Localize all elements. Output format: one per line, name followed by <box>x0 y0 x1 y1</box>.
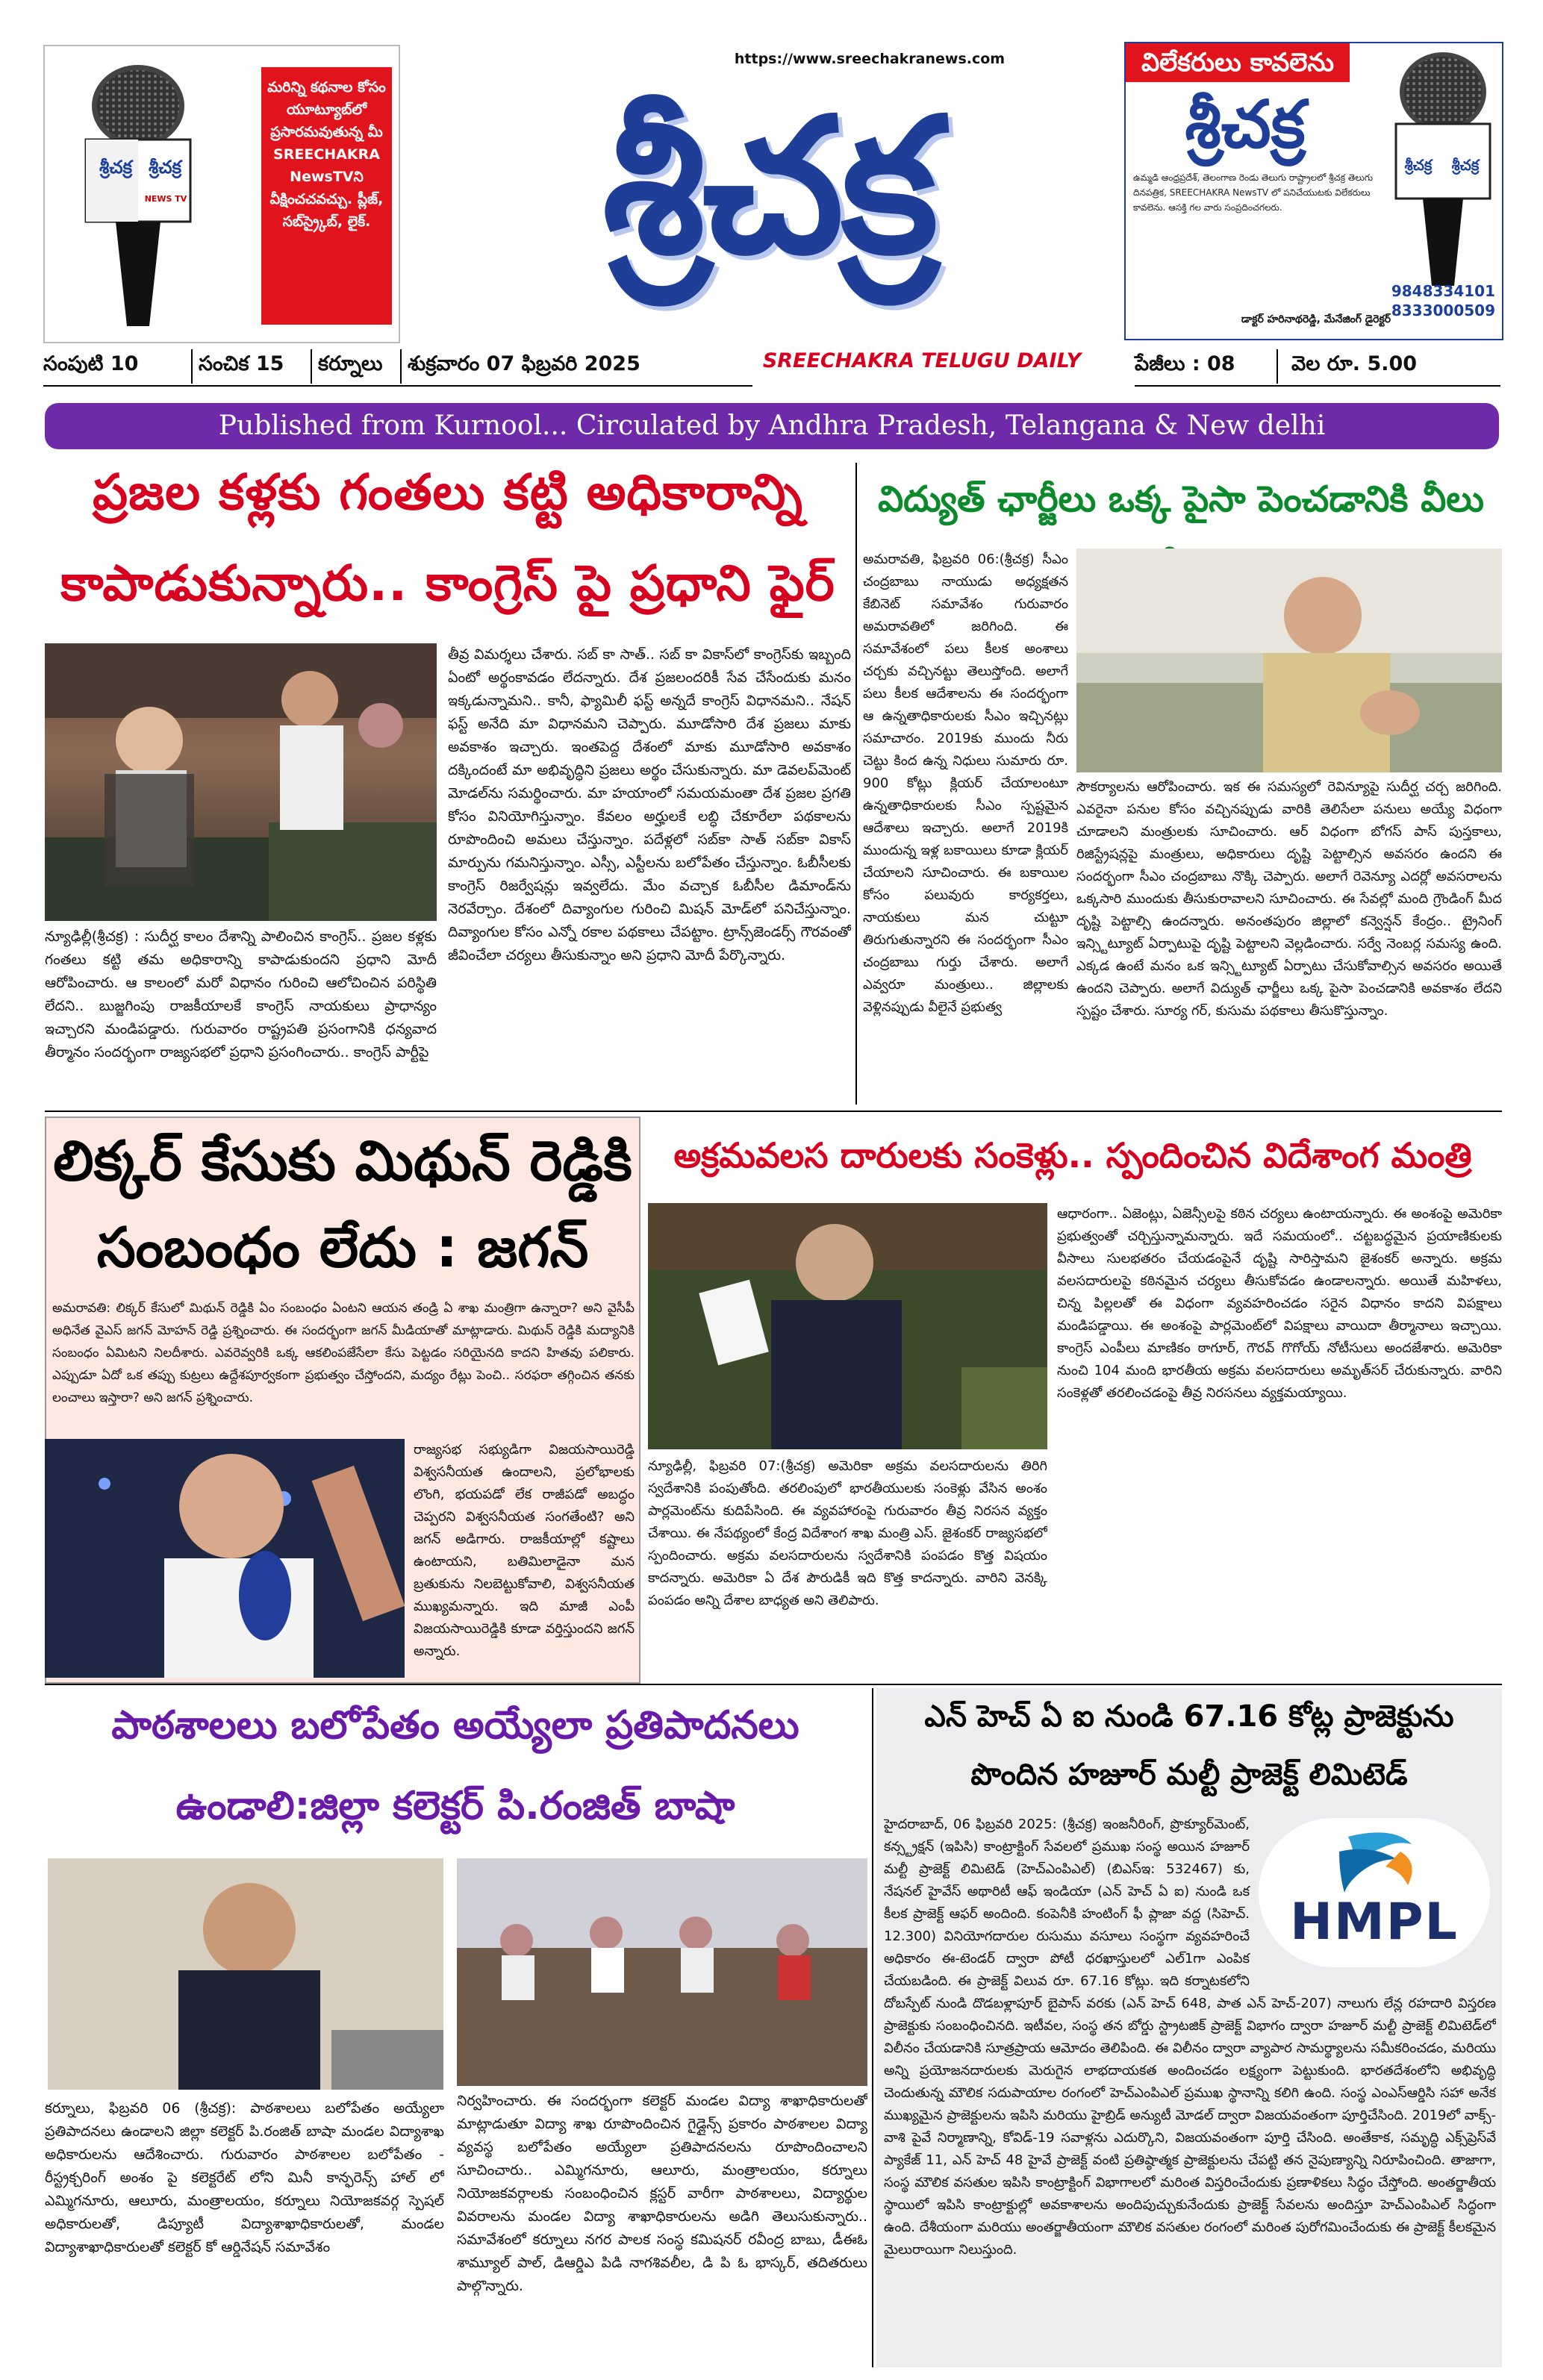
issue: సంచిక 15 <box>199 352 284 375</box>
right-ad-mic-icon <box>1387 51 1499 290</box>
right-ad-phone1: 9848334101 <box>1391 282 1495 300</box>
modi-headline-2: కాపాడుకున్నారు.. కాంగ్రెస్ పై ప్రధాని ఫైర్ <box>60 555 835 612</box>
price-bar <box>1135 349 1500 387</box>
mic-sub: NEWS TV <box>144 194 187 204</box>
mic-label-left: శ్రీచక్ర <box>99 157 132 178</box>
column-divider <box>855 463 857 1105</box>
right-ad-phone2: 8333000509 <box>1391 302 1495 319</box>
jaishankar-lead: న్యూఢిల్లీ, ఫిబ్రవరి 07:(శ్రీచక్ర) అమెరికా అక్రమ వలసదారులను తిరిగి స్వదేశానికి పంపుతోంది. తరలింపులో భారతీయులకు సంకెళ్లు వేసిన అంశం పార్లమెంట్‌ను కుదిపేసింది. ఈ వ్యవహారంపై గురువారం తీవ్ర నిరసన వ్యక్తం చేశాయి. ఈ నేపథ్యంలో కేంద్ర విదేశాంగ శాఖ మంత్రి ఎస్. జైశంకర్ రాజ్యసభలో స్పందించారు. అక్రమ వలసదారులను స్వదేశానికి పంపడం కొత్త విషయం కాదన్నారు. అమెరికా ఏ దేశ పౌరుడికీ ఇది కొత్త కాదన్నారు. వారిని వెనక్కి పంపడం అన్ని దేశాల బాధ్యత అని తెలిపారు. <box>648 1458 1047 1608</box>
section-rule-2 <box>45 1684 1502 1685</box>
school-headline-2: ఉండాలి:జిల్లా కలెక్టర్ పి.రంజిత్ బాషా <box>175 1784 735 1828</box>
jagan-lead: అమరావతి: లిక్కర్ కేసులో మిథున్ రెడ్డికి ఏం సంబంధం ఏంటని ఆయన తండ్రి ఏ శాఖ మంత్రిగా ఉన్నారా? అని వైసీపీ అధినేత వైఎస్ జగన్ మోహన్ రెడ్డి ప్రశ్నించారు. ఈ సందర్భంగా జగన్ మీడియాతో మాట్లాడారు. మిథున్ రెడ్డికి మద్యానికి సంబంధం ఏమిటని నిలదీశారు. ఎవరెవ్వరికి ఒక్క ఆకలింపజేసేలా కేసు పెట్టడం సరియైనది కాదని హితవు పలికారు. ఎప్పుడూ ఏదో ఒక తప్పు కుట్రలు ఉద్దేశపూర్వకంగా ప్రభుత్వం చేస్తోందని, మద్యం రేట్లు పెంచి.. సరఫరా తగ్గించిన తనకు లంచాలు ఇస్తారా? అని జగన్ ప్రశ్నించారు. <box>52 1301 635 1405</box>
hmpl-body: హైదరాబాద్, 06 ఫిబ్రవరి 2025: (శ్రీచక్ర) ఇంజనీరింగ్, ప్రొక్యూర్‌మెంట్, కన్స్ట్రక్షన్ (ఇపిసి) కాంట్రాక్టింగ్ సేవలలో ప్రముఖ సంస్థ అయిన హజూర్ మల్టీ ప్రాజెక్ట్ లిమిటెడ్ (హెచ్ఎంపిఎల్) (బిఎస్ఇ: 532467) కు, నేషనల్ హైవేస్ అథారిటీ ఆఫ్ ఇండియా (ఎన్ హెచ్ ఏ ఐ) నుండి ఒక కీలక ప్రాజెక్ట్ ఆఫర్ అందింది. కంపెనీకి హంటింగ్ ఫీ ప్లాజా వద్ద (సిహెచ్. 12.300) వినియోగదారుల రుసుము వసూలు సంస్థగా వ్యవహరించే అధికారం ఈ-టెండర్ ద్వారా పోటీ ధరఖాస్తులలో ఎల్1గా ఎంపిక చేయబడింది. ఈ ప్రాజెక్ట్ విలువ రూ. 67.16 కోట్లు. ఇది కర్నాటకలోని దోబస్పేట్ నుండి దొడబళ్లాపూర్ బైపాస్ వరకు (ఎన్ హెచ్ 648, పాత ఎన్ హెచ్-207) నాలుగు లేన్ల రహదారి విస్తరణ ప్రాజెక్టుకు సంబంధించినది. ఇటీవల, సంస్థ తన బోర్డు స్ట్రాటజిక్ ప్రాజెక్ట్ విభాగం ద్వారా హజూర్ మల్టీ ప్రాజెక్ట్ లిమిటెడ్‌లో విలీనం చేయడానికి సూత్రప్రాయ ఆమోదం తెలిపింది. ఈ విలీనం ద్వారా వ్యాపార సామర్థ్యాలను సమీకరించడం, మరియు అన్ని ప్రయోజనదారులకు మెరుగైన లాభదాయకత అందించడం లక్ష్యంగా పెట్టుకుంది. భారతదేశంలోని అభివృద్ధి చెందుతున్న మౌలిక సదుపాయాల రంగంలో హెచ్ఎంపిఎల్ ప్రముఖ స్థానాన్ని కలిగి ఉంది. సంస్థ ఎంఎస్ఆర్డిసి సహా అనేక ముఖ్యమైన ప్రాజెక్టులను ఇపిసి మరియు హైబ్రిడ్ అన్యుటీ మోడల్ ద్వారా విజయవంతంగా పూర్తిచేసింది. 2019లో వాక్స్-వాశి పైవే నిర్మాణాన్ని, కోవిడ్-19 సవాళ్లను ఎదుర్కొని, విజయవంతంగా పూర్తి చేసింది. అంతేకాక, సమృద్ధి ఎక్స్‌ప్రెస్‌వే ప్యాకేజ్ 11, ఎన్ హెచ్ 48 హైవే ప్రాజెక్ట్ వంటి ప్రతిష్ఠాత్మక ప్రాజెక్టులను చేపట్టి తన నైపుణ్యాన్ని నిరూపించింది. తాజాగా, సంస్థ మౌలిక వసతుల ఇపిసి కాంట్రాక్టింగ్ విభాగాలలో మరింత విస్తరించేందుకు ప్రణాళికలు సిద్ధం చేస్తోంది. అంతర్జాతీయ స్థాయిలో ఇపిసి కాంట్రాక్టుల్లో అవకాశాలను అందిపుచ్చుకునేందుకు ప్రాజెక్ట్ సేవలను అందిస్తూ హెచ్ఎంపిఎల్ సిద్ధంగా ఉంది. దేశీయంగా మరియు అంతర్జాతీయంగా మౌలిక వసతుల రంగంలో మరింత పురోగమించేందుకు ఈ ప్రాజెక్ట్ కీలకమైన మైలురాయిగా నిలుస్తుంది. <box>884 1814 1496 2366</box>
jagan-photo <box>45 1439 405 1678</box>
masthead-subtitle: SREECHAKRA TELUGU DAILY <box>762 349 1082 372</box>
jaishankar-col: ఆధారంగా.. ఏజెంట్లు, ఏజెన్సీలపై కఠిన చర్యలు ఉంటాయన్నారు. ఈ అంశంపై అమెరికా ప్రభుత్వంతో చర్చిస్తున్నామన్నారు. ఇదే సమయంలో.. చట్టబద్ధమైన ప్రయాణికులకు వీసాలు సులభతరం చేయడంపైనే దృష్టి సారిస్తామని జైశంకర్ అన్నారు. అక్రమ వలసదారులపై కఠినమైన చర్యలు తీసుకోవడం ఉండాలన్నారు. అయితే మహిళలు, చిన్న పిల్లలతో ఈ విధంగా వ్యవహరించడం సరైన విధానం కాదని విపక్షాలు మండిపడ్డాయి. ఈ అంశంపై పార్లమెంట్‌లో విపక్షాలు వాయిదా తీర్మానాలు ఇచ్చాయి. కాంగ్రెస్ ఎంపీలు మాణికం ఠాగూర్, గౌరవ్ గొగోయ్ నోటీసులు అందజేశారు. అమెరికా నుంచి 104 మంది భారతీయ అక్రమ వలసదారులు అమృత్‌సర్ చేరుకున్నారు. వారిని సంకెళ్లతో తరలించడంపై తీవ్ర నిరసనలు వ్యక్తమయ్యాయి. <box>1057 1206 1502 1401</box>
volume: సంపుటి 10 <box>43 352 139 375</box>
info-bar <box>43 349 752 387</box>
electricity-headline: విద్యుత్ ఛార్జీలు ఒక్క పైసా పెంచడానికి వీలు <box>878 478 1484 520</box>
price: వెల రూ. 5.00 <box>1291 352 1418 375</box>
masthead <box>0 0 1543 396</box>
pages: పేజీలు : 08 <box>1135 352 1235 375</box>
left-ad <box>43 45 400 343</box>
svg-text:శ్రీచక్ర: శ్రీచక్ర <box>1404 156 1433 174</box>
hmpl-headline-1: ఎన్ హెచ్ ఏ ఐ నుండి 67.16 కోట్ల ప్రాజెక్టును <box>924 1699 1454 1734</box>
hmpl-logo-spacer <box>1250 1814 1496 1974</box>
issue-date: శుక్రవారం 07 ఫిబ్రవరి 2025 <box>408 352 640 375</box>
sep3 <box>400 349 402 384</box>
jagan-col: రాజ్యసభ సభ్యుడిగా విజయసాయిరెడ్డి విశ్వసనీయత ఉందాలని, ప్రలోభాలకు లొంగి, భయపడో లేక రాజీపడో అబద్ధం చెప్పరని విశ్వసనీయత సంగతేంటి? అని జగన్ అడిగారు. రాజకీయాల్లో కష్టాలు ఉంటాయని, బతిమిలాడైనా మన బ్రతుకును నిలబెట్టుకోవాలి, విశ్వసనీయత ముఖ్యమన్నారు. ఇది మాజీ ఎంపీ విజయసాయిరెడ్డికి కూడా వర్తిస్తుందని జగన్ అన్నారు. <box>414 1442 635 1659</box>
electricity-col1: అమరావతి, ఫిబ్రవరి 06:(శ్రీచక్ర) సీఎం చంద్రబాబు నాయుడు అధ్యక్షతన కేబినెట్ సమావేశం గురువారం అమరావతిలో జరిగింది. ఈ సమావేశంలో పలు కీలక అంశాలు చర్చకు వచ్చినట్టు తెలుస్తోంది. అలాగే పలు కీలక ఆదేశాలను ఈ సందర్భంగా ఆ ఉన్నతాధికారులకు సీఎం ఇచ్చినట్లు సమాచారం. 2019కు ముందు నీరు చెట్టు కింద ఉన్న నిధులు సుమారు రూ. 900 కోట్లు క్లియర్ చేయాలంటూ ఉన్నతాధికారులకు సీఎం స్పష్టమైన ఆదేశాలు ఇచ్చారు. అలాగే 2019కి ముందున్న ఇళ్ల బకాయిలు కూడా క్లియర్ చేయాలని సూచించారు. ఈ బకాయిల కోసం పలువురు కార్యకర్తలు, నాయకులు మన చుట్టూ తిరుగుతున్నారని ఈ సందర్భంగా సీఎం చంద్రబాబు గుర్తు చేశారు. అలాగే ఎవ్వరూ మంత్రులు.. జిల్లాలకు వెళ్లినప్పుడు వీలైనే ప్రభుత్వ <box>863 552 1068 1015</box>
school-col: నిర్వహించారు. ఈ సందర్భంగా కలెక్టర్ మండల విద్యా శాఖాధికారులతో మాట్లాడుతూ విద్యా శాఖ రూపొందించిన గైడ్లైన్స్ ప్రకారం పాఠశాలల విద్యా వ్యవస్థ బలోపేతం అయ్యేలా ప్రతిపాదనలను రూపొందించాలని సూచించారు.. ఎమ్మిగనూరు, ఆలూరు, మంత్రాలయం, కర్నూలు నియోజకవర్గాలకు సంబంధించిన క్లస్టర్ వారీగా పాఠశాలలు, విద్యార్థుల వివరాలను మండల విద్యా శాఖాధికారులను అడిగి తెలుసుకున్నారు.. సమావేశంలో కర్నూలు నగర పాలక సంస్థ కమిషనర్ రవీంద్ర బాబు, డీఈఓ శామ్యూల్ పాల్, డిఆర్డిఎ పిడి నాగశివలీల, డి పి ఓ భాస్కర్, తదితరులు పాల్గొన్నారు. <box>457 2093 867 2294</box>
column-divider-2 <box>872 1688 873 2367</box>
meeting-photo <box>457 1858 867 2086</box>
right-ad-contact: డాక్టర్ హరినాథరెడ్డి, మేనేజింగ్ డైరెక్టర్ <box>1241 313 1391 325</box>
jaishankar-photo <box>648 1203 1047 1449</box>
tagline: Published from Kurnool... Circulated by Andhra Pradesh, Telangana & New delhi <box>218 410 1326 441</box>
chandrababu-photo <box>1076 549 1502 772</box>
microphone-icon <box>75 61 202 330</box>
right-ad <box>1124 42 1503 340</box>
modi-body: తీవ్ర విమర్శలు చేశారు. సబ్ కా సాత్.. సబ్ కా వికాస్‌లో కాంగ్రెస్‌కు ఇబ్బంది ఏంటో అర్థంకావడం లేదన్నారు. దేశ ప్రజలందరికీ సేవ చేసేందుకు మనం ఇక్కడున్నామని.. కానీ, ఫ్యామిలీ ఫస్ట్ అన్నదే కాంగ్రెస్ విధానమని.. నేషన్ ఫస్ట్ అనేది మా విధానమని చెప్పారు. మూడోసారి దేశ ప్రజలు మాకు అవకాశం ఇచ్చారు. ఇంతపెద్ద దేశంలో మాకు మూడోసారి అవకాశం దక్కిందంటే మా అభివృద్ధిని ప్రజలు అర్థం చేసుకున్నారు. మా డెవలప్‌మెంట్ మోడల్‌ను సమర్థించారు. మా హయాంలో సమయమంతా దేశ ప్రజల ప్రగతి కోసం వినియోగిస్తున్నాం. కేవలం అర్హులకే లబ్ధి చేకూరేలా పథకాలను రూపొందించి అమలు చేస్తున్నాం. పదేళ్లలో సబ్‌కా సాత్ సబ్‌కా వికాస్ మార్పును గమనిస్తున్నాం. ఎస్సీ, ఎస్టీలను బలోపేతం చేస్తున్నాం. ఓబీసీలకు కాంగ్రెస్ రిజర్వేషన్లు ఇవ్వలేదు. మేం వచ్చాక ఓబీసీల డిమాండ్‌ను నెరవేర్చాం. దేశంలో దివ్యాంగుల గురించి మిషన్ మోడ్‌లో పనిచేస్తున్నాం. దివ్యాంగుల కోసం ఎన్నో రకాల పథకాలు చేపట్టాం. ట్రాన్స్‌జెండర్స్ గౌరవంతో జీవించేలా చర్యలు తీసుకున్నాం అని ప్రధాని మోదీ పేర్కొన్నారు. <box>448 646 851 963</box>
sep2 <box>311 349 312 384</box>
jagan-headline-1: లిక్కర్ కేసుకు మిథున్ రెడ్డికి <box>53 1129 632 1193</box>
modi-headline-1: ప్రజల కళ్లకు గంతలు కట్టి అధికారాన్ని <box>93 463 803 521</box>
jagan-headline-2: సంబంధం లేదు : జగన్ <box>96 1216 589 1280</box>
sep1 <box>191 349 193 384</box>
right-ad-logo: శ్రీచక్ర <box>1185 86 1306 163</box>
right-ad-body: ఉమ్మడి ఆంధ్రప్రదేశ్, తెలంగాణ రెండు తెలుగు రాష్ట్రాలలో శ్రీచక్ర తెలుగు దినపత్రిక, SREECHAKRA NewsTV లో పనిచేయుటకు విలేకరులు కావలెను. ఆసక్తి గల వారు సంప్రదించగలరు. <box>1133 172 1374 213</box>
school-lead: కర్నూలు, ఫిబ్రవరి 06 (శ్రీచక్ర): పాఠశాలలు బలోపేతం అయ్యేలా ప్రతిపాదనలు ఉండాలని జిల్లా కలెక్టర్ పి.రంజిత్ బాషా మండల విద్యాశాఖ అధికారులను ఆదేశించారు. గురువారం పాఠశాలల బలోపేతం - రీస్ట్రక్చరింగ్ అంశం పై కలెక్టరేట్ లోని మినీ కాన్ఫరెన్స్ హాల్ లో ఎమ్మిగనూరు, ఆలూరు, మంత్రాలయం, కర్నూలు నియోజకవర్గ స్పెషల్ అధికారులతో, డిప్యూటీ విద్యాశాఖాధికారులతో, మండల విద్యాశాఖాధికారులతో కలెక్టర్ కో ఆర్డినేషన్ సమావేశం <box>45 2100 444 2255</box>
jaishankar-headline: అక్రమవలస దారులకు సంకెళ్లు.. స్పందించిన విదేశాంగ మంత్రి <box>673 1135 1472 1175</box>
website-url[interactable]: https://www.sreechakranews.com <box>734 51 1006 67</box>
left-ad-text: మరిన్ని కథనాల కోసం యూట్యూబ్‌లో ప్రసారమవుతున్న మీ SREECHAKRA NewsTVని వీక్షించచవచ్చు. ప్లీజ్, సబ్‌స్ర్కైబ్, లైక్. <box>261 67 392 325</box>
electricity-col2: సౌకర్యాలను ఆరోపించారు. ఇక ఈ సమస్యలో రెవిన్యూపై సుదీర్ఘ చర్చ జరిగింది. ఎవరైనా పనుల కోసం వచ్చినప్పుడు వారికి తెలిసేలా పనులు అయ్యే విధంగా చూడాలని మంత్రులకు సూచించారు. ఆర్ విధంగా బోగస్ పాస్ పుస్తకాలు, రిజిస్ట్రేషన్లపై మంత్రులు, అధికారులు దృష్టి పెట్టాల్సిన అవసరం ఉందని ఈ సందర్భంగా సీఎం చంద్రబాబు నొక్కి చెప్పారు. అలాగే రెవెన్యూ ఎదర్లో అవసరాలను ఒక్కసారి ముందుకు తీసుకురావాలని సూచించారు. ఈ సేవల్లో మంది గ్రౌండింగ్ మీద దృష్టి పెట్టాల్సి ఉందన్నారు. అనంతపురం జిల్లాలో కన్వెన్షన్ కేంద్రం.. ట్రైనింగ్ ఇన్స్టిట్యూట్ ఏర్పాటుపై దృష్టి పెట్టాలని వెల్లడించారు. సర్వే నెంబర్ల సమస్య ఉంది. ఎక్కడ ఉంటే మనం ఒక ఇన్స్టిట్యూట్ ఏర్పాటు చేసుకోవాల్సిన అవసరం అయితే ఉందని చెప్పారు. అలాగే విద్యుత్ ఛార్జీలు ఒక్క పైసా పెంచడానికి అవకాశం లేదని స్పష్టం చేశారు. సూర్య గర్, కుసుమ పథకాలు తీసుకొస్తున్నాం. <box>1076 779 1502 1019</box>
section-rule-1 <box>45 1111 1502 1112</box>
mic-label-right: శ్రీచక్ర <box>149 157 181 178</box>
sep4 <box>1277 349 1278 384</box>
hmpl-headline-2: పొందిన హజూర్ మల్టీ ప్రాజెక్ట్ లిమిటెడ్ <box>970 1758 1408 1792</box>
modi-photo <box>45 643 437 921</box>
svg-text:శ్రీచక్ర: శ్రీచక్ర <box>1451 156 1480 174</box>
collector-photo <box>48 1858 443 2090</box>
place: కర్నూలు <box>318 352 383 375</box>
hmpl-logo-text: HMPL <box>1290 1893 1459 1952</box>
masthead-logo: శ్రీచక్ర <box>602 78 935 295</box>
right-ad-banner: విలేకరులు కావలెను <box>1126 43 1350 82</box>
modi-lead: న్యూఢిల్లీ(శ్రీచక్ర) : సుదీర్ఘ కాలం దేశాన్ని పాలించిన కాంగ్రెస్.. ప్రజల కళ్లకు గంతలు కట్టి తమ అధికారాన్ని కాపాడుకుందని ప్రధాని మోదీ ఆరోపించారు. ఆ కాలంలో మరో విధానం గురించి ఆలోచించిన పరిస్థితి లేదని.. బుజ్జగింపు రాజకీయాలకే కాంగ్రెస్ నాయకులు ప్రాధాన్యం ఇచ్చారని మండిపడ్డారు. గురువారం రాష్ట్రపతి ప్రసంగానికి ధన్యవాద తీర్మానం సందర్భంగా రాజ్యసభలో ప్రధాని ప్రసంగించారు.. కాంగ్రెస్ పార్టీపై <box>45 928 437 1061</box>
school-headline-1: పాఠశాలలు బలోపేతం అయ్యేలా ప్రతిపాదనలు <box>111 1703 799 1748</box>
